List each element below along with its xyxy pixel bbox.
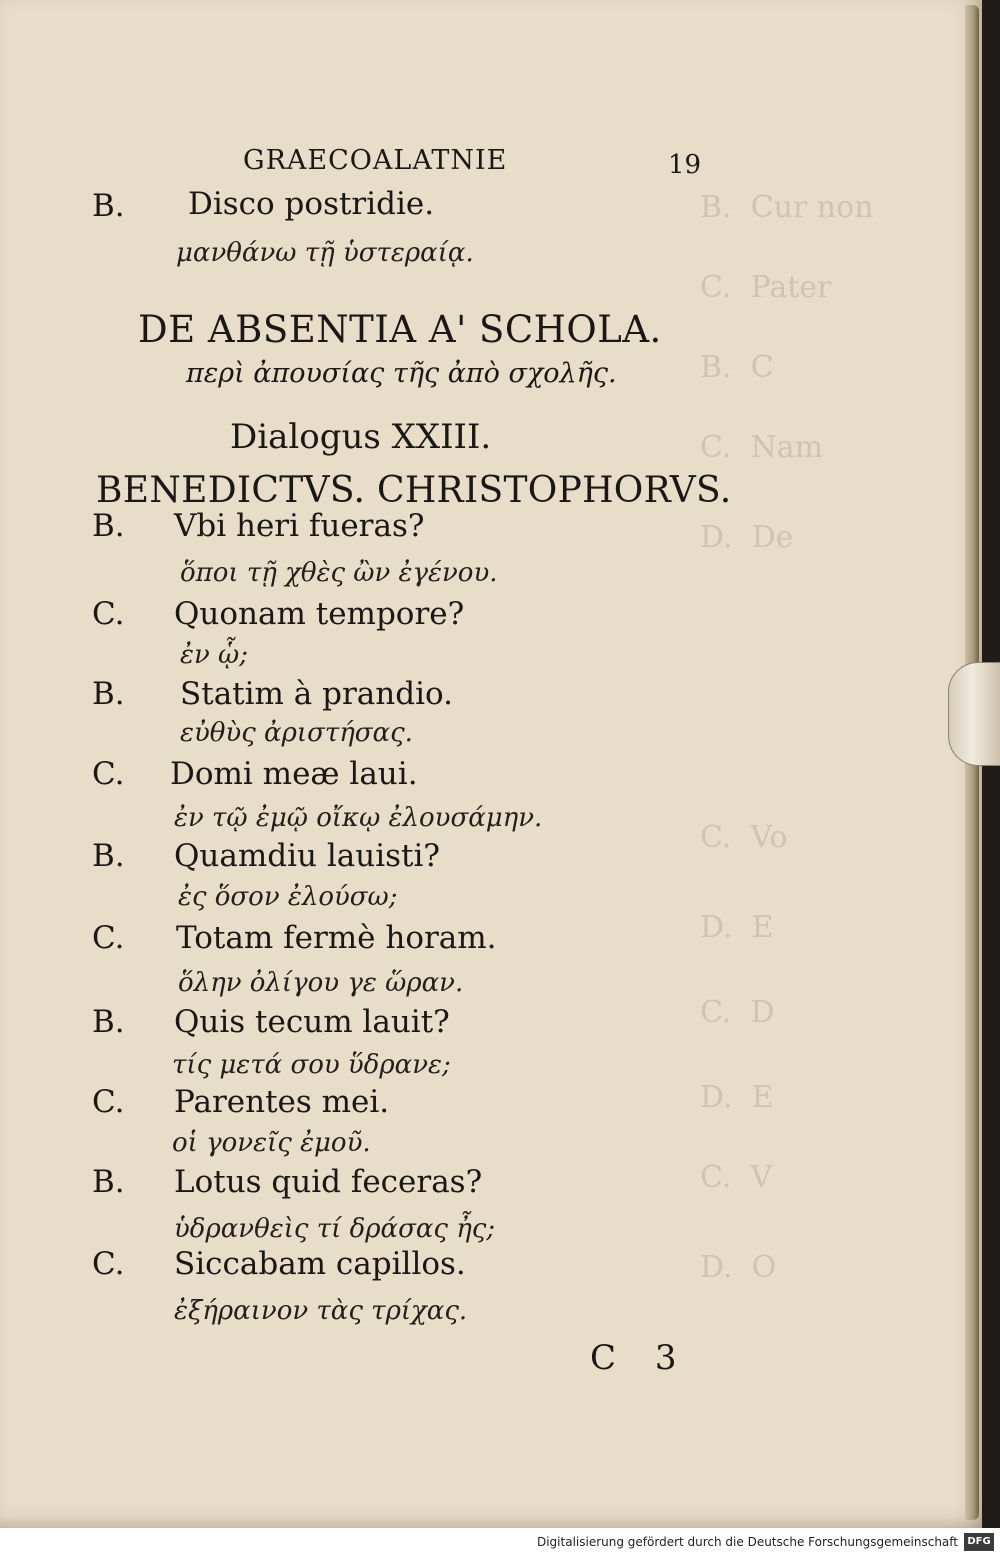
latin-line: Parentes mei. — [174, 1084, 390, 1120]
speaker-label: B. — [92, 188, 125, 224]
greek-line: ὅλην ὀλίγου γε ὥραν. — [178, 968, 464, 998]
latin-line: Siccabam capillos. — [174, 1246, 466, 1282]
greek-line: εὐθὺς ἀριστήσας. — [180, 718, 413, 748]
latin-line: Disco postridie. — [188, 186, 435, 222]
greek-line: ἐς ὅσον ἐλούσω; — [178, 882, 398, 912]
greek-line: ὑδρανθεὶς τί δράσας ἦς; — [174, 1214, 496, 1244]
show-through-text: B. Cur non — [700, 190, 874, 225]
show-through-text: D. E — [700, 1080, 774, 1115]
greek-line: ἐν τῷ ἐμῷ οἴκῳ ἐλουσάμην. — [174, 803, 543, 833]
latin-line: Vbi heri fueras? — [174, 508, 425, 544]
show-through-text: C. Nam — [700, 430, 824, 465]
speaker-label: B. — [92, 1164, 125, 1200]
greek-line: μανθάνω τῇ ὑστεραίᾳ. — [176, 238, 474, 268]
speaker-label: C. — [92, 920, 125, 956]
greek-line: ὅποι τῇ χθὲς ὢν ἐγένου. — [180, 558, 498, 588]
show-through-text: C. D — [700, 995, 775, 1030]
greek-line: ἐν ᾧ; — [180, 640, 248, 670]
latin-line: Totam fermè horam. — [176, 920, 497, 956]
latin-line: Quis tecum lauit? — [174, 1004, 450, 1040]
show-through-text: C. Vo — [700, 820, 788, 855]
greek-line: οἱ γονεῖς ἐμοῦ. — [172, 1128, 371, 1158]
page-clip — [948, 662, 1000, 766]
signature-mark: C 3 — [590, 1338, 691, 1378]
speaker-label: B. — [92, 508, 125, 544]
show-through-text: D. E — [700, 910, 774, 945]
latin-line: Domi meæ laui. — [170, 756, 418, 792]
speaker-label: B. — [92, 676, 125, 712]
greek-line: τίς μετά σου ὕδρανε; — [172, 1050, 451, 1080]
speaker-label: C. — [92, 596, 125, 632]
dialog-number: Dialogus XXIII. — [230, 417, 492, 457]
dfg-logo: DFG — [964, 1533, 994, 1551]
show-through-text: B. C — [700, 350, 774, 385]
running-title: GRAECOALATNIE — [243, 145, 508, 176]
speaker-label: C. — [92, 756, 125, 792]
show-through-text: C. Pater — [700, 270, 832, 305]
speaker-label: B. — [92, 838, 125, 874]
latin-line: Quonam tempore? — [174, 596, 465, 632]
latin-line: Lotus quid feceras? — [174, 1164, 483, 1200]
speaker-label: C. — [92, 1246, 125, 1282]
funding-credit: Digitalisierung gefördert durch die Deutsche Forschungsgemeinschaft — [536, 1535, 958, 1549]
speaker-label: C. — [92, 1084, 125, 1120]
speaker-names: BENEDICTVS. CHRISTOPHORVS. — [96, 470, 732, 511]
show-through-text: D. De — [700, 520, 794, 555]
footer-bar — [0, 1528, 1000, 1557]
section-title: DE ABSENTIA A' SCHOLA. — [138, 308, 662, 351]
page-number: 19 — [668, 150, 702, 180]
latin-line: Statim à prandio. — [180, 676, 453, 712]
speaker-label: B. — [92, 1004, 125, 1040]
latin-line: Quamdiu lauisti? — [174, 838, 441, 874]
section-greek-title: περὶ ἀπουσίας τῆς ἀπὸ σχολῆς. — [186, 358, 617, 389]
show-through-text: D. O — [700, 1250, 777, 1285]
show-through-text: C. V — [700, 1160, 773, 1195]
greek-line: ἐξήραινον τὰς τρίχας. — [174, 1296, 468, 1326]
